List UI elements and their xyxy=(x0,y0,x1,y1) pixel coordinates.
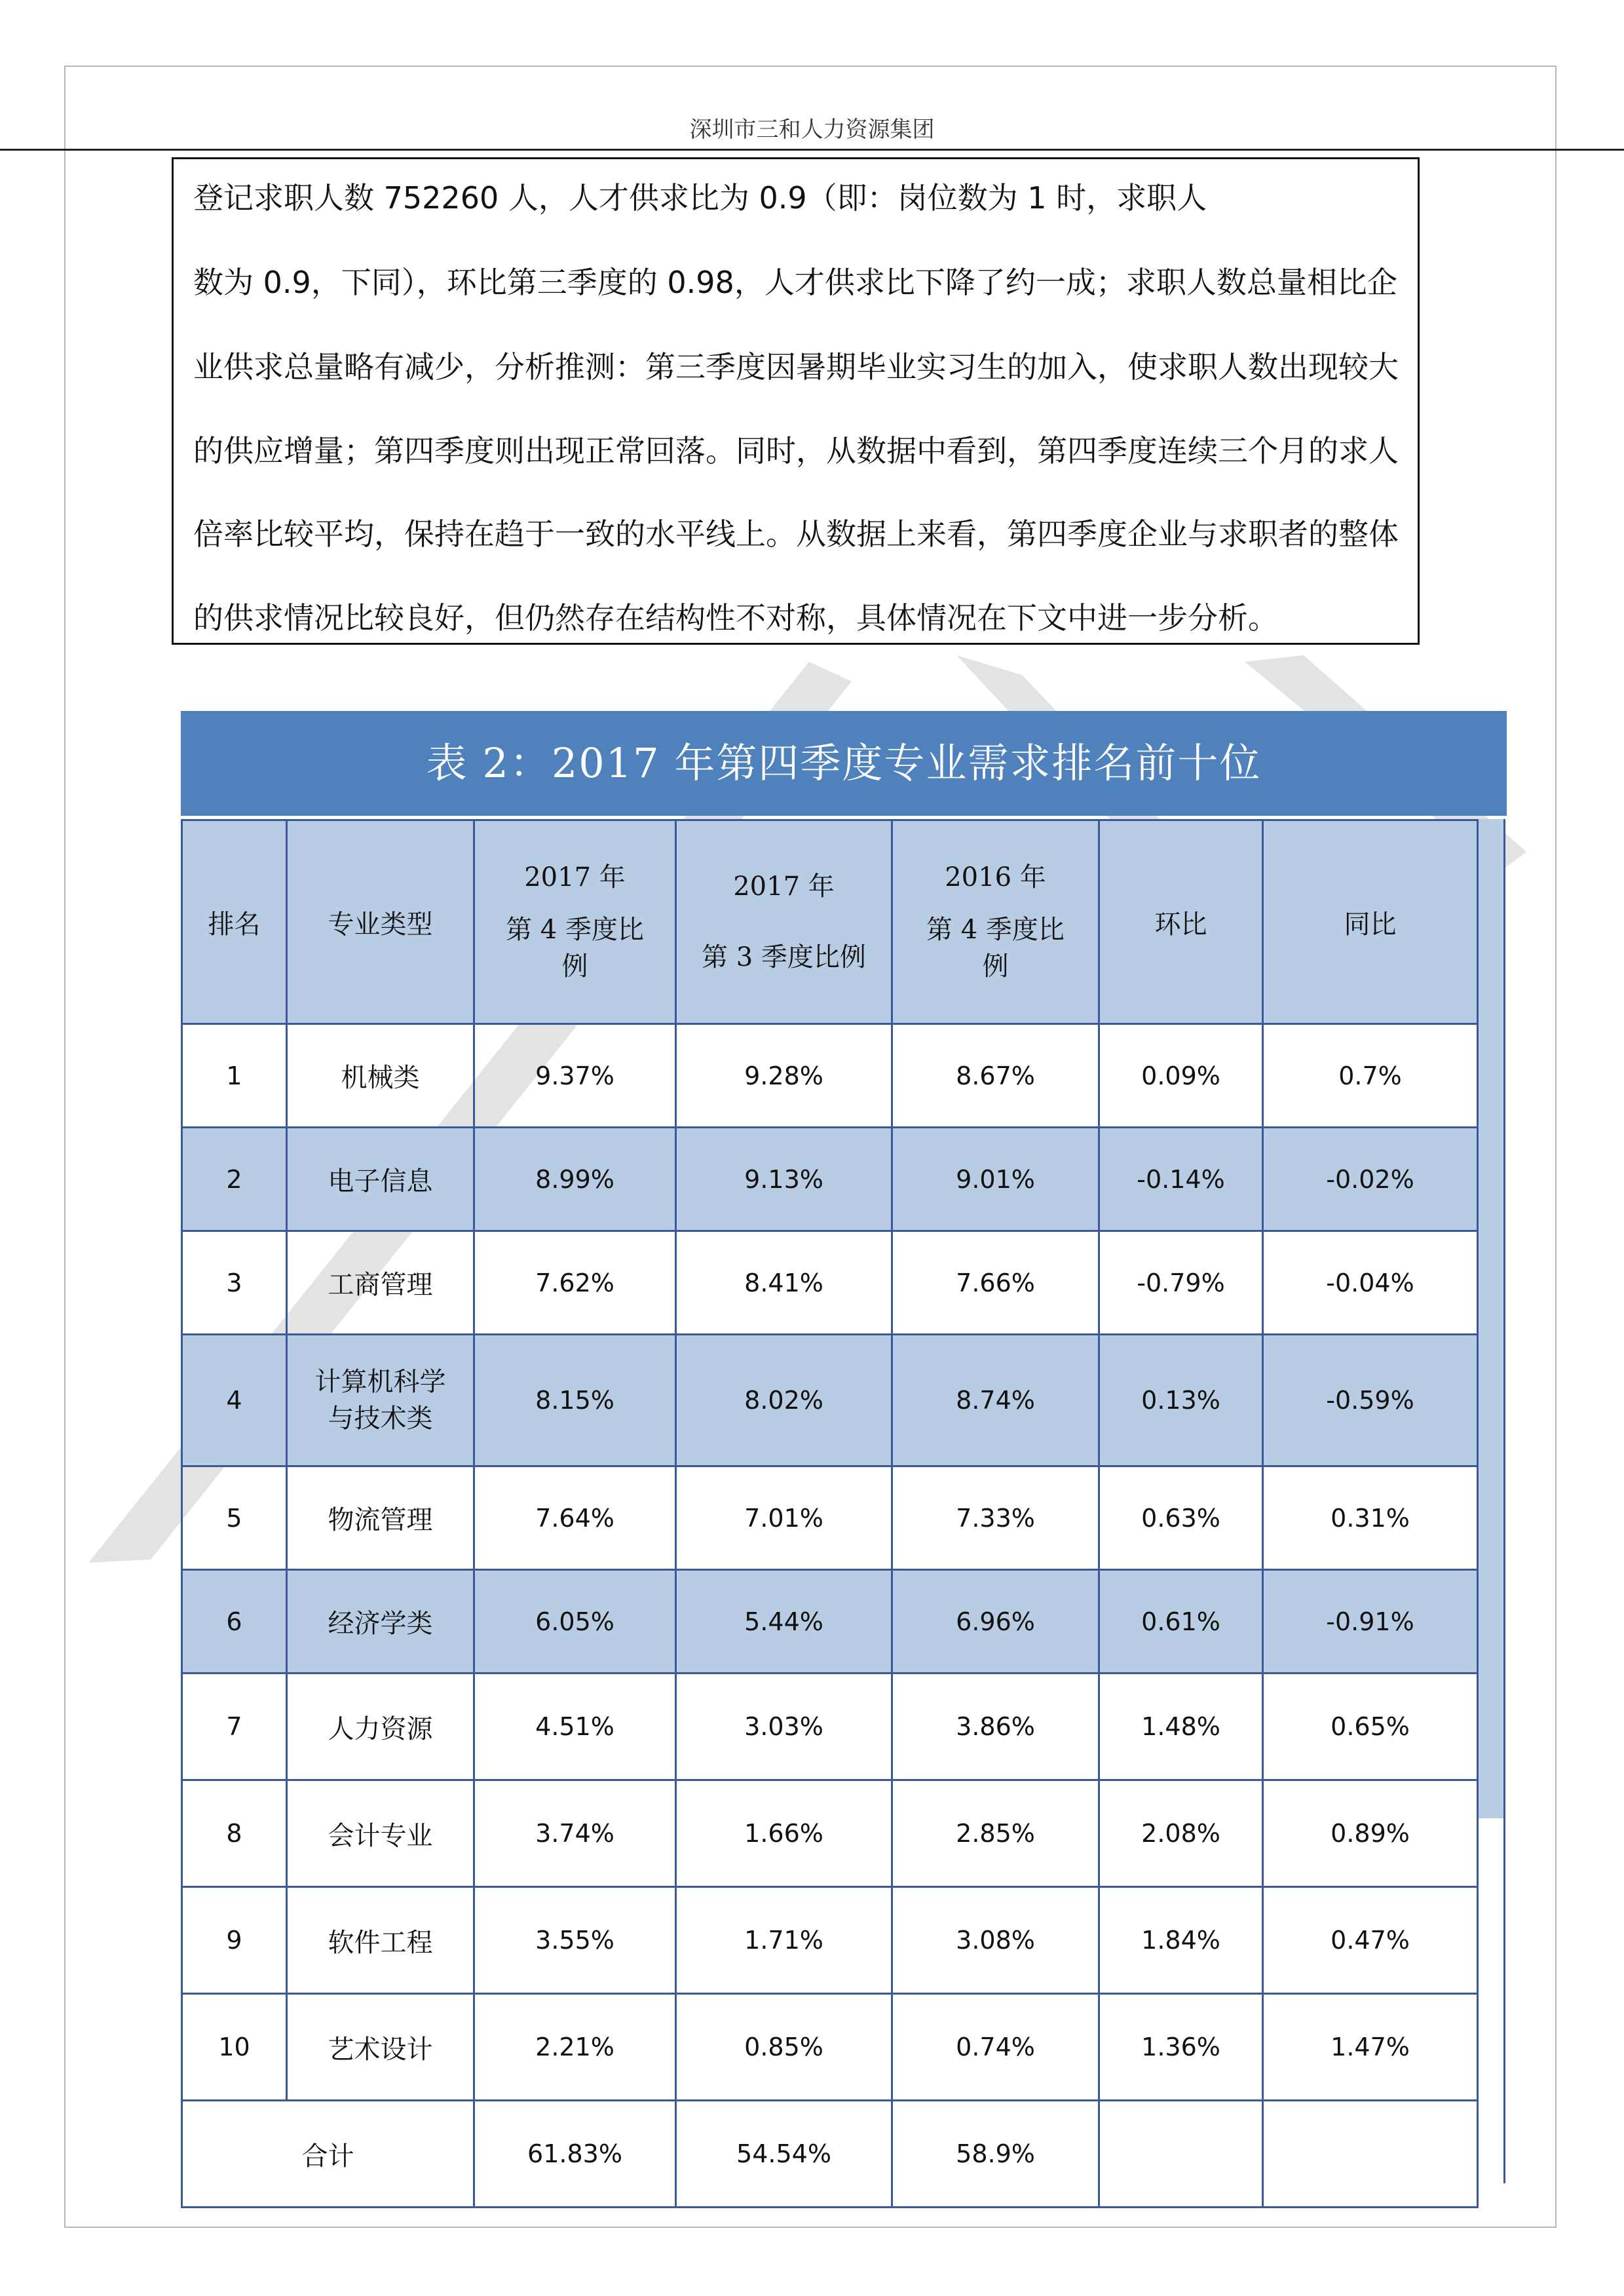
header-rank: 排名 xyxy=(182,820,287,1024)
cell-rank: 10 xyxy=(182,1994,287,2101)
table-row xyxy=(182,1994,1478,2101)
cell-mom: 0.63% xyxy=(1099,1466,1263,1570)
cell-q4-2017: 3.74% xyxy=(474,1780,676,1887)
header-q4-2016: 2016 年 第 4 季度比 例 xyxy=(892,820,1099,1024)
cell-major: 电子信息 xyxy=(287,1128,474,1231)
cell-q4-2017: 8.15% xyxy=(474,1335,676,1466)
cell-rank: 7 xyxy=(182,1674,287,1780)
total-q3-2017: 54.54% xyxy=(676,2101,892,2208)
table-side-strip xyxy=(1477,819,1505,2183)
cell-mom: 2.08% xyxy=(1099,1780,1263,1887)
cell-q4-2017: 3.55% xyxy=(474,1887,676,1994)
cell-q4-2017: 2.21% xyxy=(474,1994,676,2101)
cell-major: 物流管理 xyxy=(287,1466,474,1570)
table-total-row xyxy=(182,2101,1478,2208)
cell-q4-2016: 9.01% xyxy=(892,1128,1099,1231)
table-row xyxy=(182,1231,1478,1335)
cell-mom: 0.09% xyxy=(1099,1024,1263,1128)
cell-yoy: 1.47% xyxy=(1263,1994,1478,2101)
cell-q4-2016: 2.85% xyxy=(892,1780,1099,1887)
cell-mom: 1.84% xyxy=(1099,1887,1263,1994)
table-row xyxy=(182,1466,1478,1570)
cell-major: 软件工程 xyxy=(287,1887,474,1994)
header-mom: 环比 xyxy=(1099,820,1263,1024)
cell-q4-2017: 4.51% xyxy=(474,1674,676,1780)
table-row xyxy=(182,1887,1478,1994)
header-q4-2017: 2017 年 第 4 季度比 例 xyxy=(474,820,676,1024)
cell-q3-2017: 3.03% xyxy=(676,1674,892,1780)
total-q4-2017: 61.83% xyxy=(474,2101,676,2208)
cell-major: 机械类 xyxy=(287,1024,474,1128)
total-mom xyxy=(1099,2101,1263,2208)
cell-q4-2016: 3.86% xyxy=(892,1674,1099,1780)
header-major: 专业类型 xyxy=(287,820,474,1024)
cell-yoy: -0.91% xyxy=(1263,1570,1478,1674)
cell-rank: 6 xyxy=(182,1570,287,1674)
cell-rank: 2 xyxy=(182,1128,287,1231)
cell-q4-2016: 7.66% xyxy=(892,1231,1099,1335)
cell-major: 艺术设计 xyxy=(287,1994,474,2101)
paragraph-line: 业供求总量略有减少，分析推测：第三季度因暑期毕业实习生的加入，使求职人数出现较大 xyxy=(193,349,1399,385)
summary-text-box xyxy=(172,157,1420,645)
cell-q4-2017: 7.64% xyxy=(474,1466,676,1570)
cell-q4-2017: 6.05% xyxy=(474,1570,676,1674)
table-row xyxy=(182,1674,1478,1780)
cell-q4-2016: 0.74% xyxy=(892,1994,1099,2101)
cell-major: 计算机科学 与技术类 xyxy=(287,1335,474,1466)
cell-q3-2017: 1.66% xyxy=(676,1780,892,1887)
table-row xyxy=(182,1128,1478,1231)
total-label: 合计 xyxy=(182,2101,474,2208)
table-row xyxy=(182,1570,1478,1674)
table-row xyxy=(182,1024,1478,1128)
cell-major: 人力资源 xyxy=(287,1674,474,1780)
cell-rank: 9 xyxy=(182,1887,287,1994)
cell-mom: 1.48% xyxy=(1099,1674,1263,1780)
cell-q4-2017: 9.37% xyxy=(474,1024,676,1128)
cell-mom: -0.14% xyxy=(1099,1128,1263,1231)
cell-yoy: 0.47% xyxy=(1263,1887,1478,1994)
cell-q3-2017: 9.13% xyxy=(676,1128,892,1231)
table-title: 表 2：2017 年第四季度专业需求排名前十位 xyxy=(181,711,1507,816)
cell-mom: 0.61% xyxy=(1099,1570,1263,1674)
paragraph-line: 登记求职人数 752260 人，人才供求比为 0.9（即：岗位数为 1 时，求职人 xyxy=(193,180,1207,216)
header-q3-2017: 2017 年 第 3 季度比例 xyxy=(676,820,892,1024)
cell-major: 工商管理 xyxy=(287,1231,474,1335)
cell-q3-2017: 9.28% xyxy=(676,1024,892,1128)
cell-q3-2017: 0.85% xyxy=(676,1994,892,2101)
total-yoy xyxy=(1263,2101,1478,2208)
cell-q4-2016: 8.67% xyxy=(892,1024,1099,1128)
paragraph-line: 的供应增量；第四季度则出现正常回落。同时，从数据中看到，第四季度连续三个月的求人 xyxy=(193,433,1399,469)
total-q4-2016: 58.9% xyxy=(892,2101,1099,2208)
cell-q3-2017: 8.41% xyxy=(676,1231,892,1335)
cell-q4-2016: 7.33% xyxy=(892,1466,1099,1570)
cell-major: 会计专业 xyxy=(287,1780,474,1887)
cell-major: 经济学类 xyxy=(287,1570,474,1674)
cell-yoy: 0.89% xyxy=(1263,1780,1478,1887)
cell-yoy: -0.02% xyxy=(1263,1128,1478,1231)
cell-yoy: 0.7% xyxy=(1263,1024,1478,1128)
cell-q3-2017: 8.02% xyxy=(676,1335,892,1466)
paragraph-line: 倍率比较平均，保持在趋于一致的水平线上。从数据上来看，第四季度企业与求职者的整体 xyxy=(193,516,1399,552)
cell-yoy: 0.65% xyxy=(1263,1674,1478,1780)
cell-rank: 5 xyxy=(182,1466,287,1570)
cell-rank: 1 xyxy=(182,1024,287,1128)
cell-yoy: -0.59% xyxy=(1263,1335,1478,1466)
table-row xyxy=(182,1780,1478,1887)
cell-q3-2017: 7.01% xyxy=(676,1466,892,1570)
cell-q4-2016: 3.08% xyxy=(892,1887,1099,1994)
header-rule xyxy=(0,149,1624,151)
cell-yoy: -0.04% xyxy=(1263,1231,1478,1335)
cell-mom: 1.36% xyxy=(1099,1994,1263,2101)
header-yoy: 同比 xyxy=(1263,820,1478,1024)
cell-rank: 8 xyxy=(182,1780,287,1887)
cell-q3-2017: 5.44% xyxy=(676,1570,892,1674)
cell-yoy: 0.31% xyxy=(1263,1466,1478,1570)
paragraph-line: 的供求情况比较良好，但仍然存在结构性不对称，具体情况在下文中进一步分析。 xyxy=(193,600,1278,636)
table-header-row xyxy=(182,820,1478,1024)
data-grid xyxy=(181,819,1479,2208)
table-row xyxy=(182,1335,1478,1466)
paragraph-line: 数为 0.9，下同），环比第三季度的 0.98，人才供求比下降了约一成；求职人数总量相比企 xyxy=(193,265,1397,300)
cell-mom: 0.13% xyxy=(1099,1335,1263,1466)
page-header-org: 深圳市三和人力资源集团 xyxy=(689,117,935,143)
cell-q4-2017: 8.99% xyxy=(474,1128,676,1231)
cell-q3-2017: 1.71% xyxy=(676,1887,892,1994)
cell-q4-2017: 7.62% xyxy=(474,1231,676,1335)
cell-rank: 4 xyxy=(182,1335,287,1466)
cell-rank: 3 xyxy=(182,1231,287,1335)
cell-q4-2016: 6.96% xyxy=(892,1570,1099,1674)
cell-mom: -0.79% xyxy=(1099,1231,1263,1335)
major-demand-table xyxy=(181,711,1507,2184)
cell-q4-2016: 8.74% xyxy=(892,1335,1099,1466)
